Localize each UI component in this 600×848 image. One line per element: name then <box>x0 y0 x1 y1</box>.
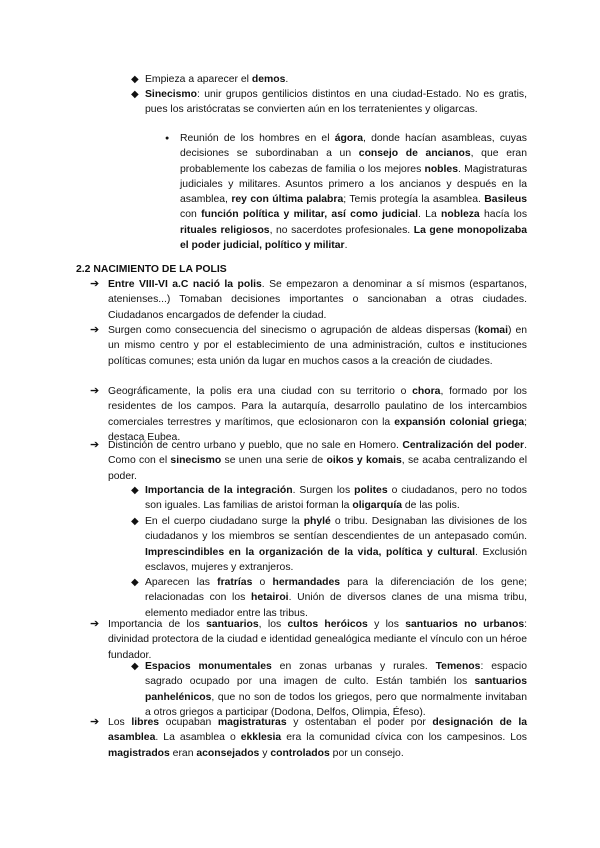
arrow-item-origen: Entre VIII-VI a.C nació la polis. Se empezaron a denominar a sí mismos (espartanos, atenienses...) Tomaban decisiones importantes o sancionaban a otras ciudades. Ciudadanos encargados de defender la ciudad. <box>108 279 527 321</box>
diamond-bullet-icon: ◆ <box>131 516 139 527</box>
section-heading: 2.2 NACIMIENTO DE LA POLIS <box>76 264 227 275</box>
arrow-item-centralizacion: Distinción de centro urbano y pueblo, que no sale en Homero. Centralización del poder. Como con el sinecismo se unen una serie de oikos y komais, se acaba centralizando el poder. <box>108 440 528 482</box>
arrow-bullet-icon: ➔ <box>90 716 100 728</box>
arrow-item-santuarios: Importancia de los santuarios, los cultos heróicos y los santuarios no urbanos: divinidad protectora de la ciudad e identidad genealógica mediante el vínculo con un héroe fundador. <box>108 619 527 661</box>
round-bullet-icon: ● <box>165 135 170 142</box>
bullet-integracion: Importancia de la integración. Surgen los polites o ciudadanos, pero no todos son iguales. Las familias de aristoi forman la oligarquía de las polis. <box>145 485 527 512</box>
diamond-bullet-icon: ◆ <box>131 661 139 672</box>
sub-bullet-agora: Reunión de los hombres en el ágora, donde hacían asambleas, cuyas decisiones se subordinaban a un consejo de ancianos, que eran probablemente los cabezas de familia o los mejores nobles. Magistraturas judiciales y militares. Asuntos primero a los ancianos y después en la asamblea, rey con última palabra; Temis protegía la asamblea. Basileus con función política y militar, así como judicial. La nobleza hacía los rituales religiosos, no sacerdotes profesionales. La gene monopolizaba el poder judicial, político y militar. <box>180 133 528 252</box>
arrow-item-sinecismo: Surgen como consecuencia del sinecismo o agrupación de aldeas dispersas (komai) en un mismo centro y por el establecimiento de una administración, cultos e instituciones políticas comunes; esta unión da lugar en muchos casos a la creación de ciudades. <box>108 325 527 367</box>
bullet-demos: Empieza a aparecer el demos. <box>145 74 289 85</box>
arrow-bullet-icon: ➔ <box>90 278 100 290</box>
arrow-item-libres: Los libres ocupaban magistraturas y ostentaban el poder por designación de la asamblea. La asamblea o ekklesia era la comunidad cívica con los campesinos. Los magistrados eran aconsejados y controlados por un consejo. <box>108 717 528 759</box>
arrow-bullet-icon: ➔ <box>90 439 100 451</box>
diamond-bullet-icon: ◆ <box>131 577 139 588</box>
bullet-fratrias: Aparecen las fratrías o hermandades para la diferenciación de los gene; relacionadas con los hetairoi. Unión de diversos clanes de una misma tribu, elemento mediador entre las tribus. <box>145 577 527 619</box>
arrow-item-chora: Geográficamente, la polis era una ciudad con su territorio o chora, formado por los residentes de los campos. Para la autarquía, desarrollo paulatino de los intercambios comerciales terrestres y marítimos, que eclosionaron con la expansión colonial griega; destaca Eubea. <box>108 386 527 443</box>
diamond-bullet-icon: ◆ <box>131 89 139 100</box>
arrow-bullet-icon: ➔ <box>90 618 100 630</box>
diamond-bullet-icon: ◆ <box>131 485 139 496</box>
arrow-bullet-icon: ➔ <box>90 324 100 336</box>
diamond-bullet-icon: ◆ <box>131 74 139 85</box>
bullet-sinecismo: Sinecismo: unir grupos gentilicios distintos en una ciudad-Estado. No es gratis, pues los aristócratas se convierten aún en los terratenientes y oligarcas. <box>145 89 527 116</box>
bullet-espacios-monumentales: Espacios monumentales en zonas urbanas y rurales. Temenos: espacio sagrado ocupado por una imagen de culto. Están también los santuarios panhelénicos, que no son de todos los griegos, pero que normalmente invitaban a otros griegos a participar (Dodona, Delfos, Olimpia, Éfeso). <box>145 661 528 718</box>
bullet-phyle: En el cuerpo ciudadano surge la phylé o tribu. Designaban las divisiones de los ciudadanos y los miembros se sentían descendientes de un antepasado común. Imprescindibles en la organización de la vida, política y cultural. Exclusión esclavos, mujeres y extranjeros. <box>145 516 527 573</box>
arrow-bullet-icon: ➔ <box>90 385 100 397</box>
